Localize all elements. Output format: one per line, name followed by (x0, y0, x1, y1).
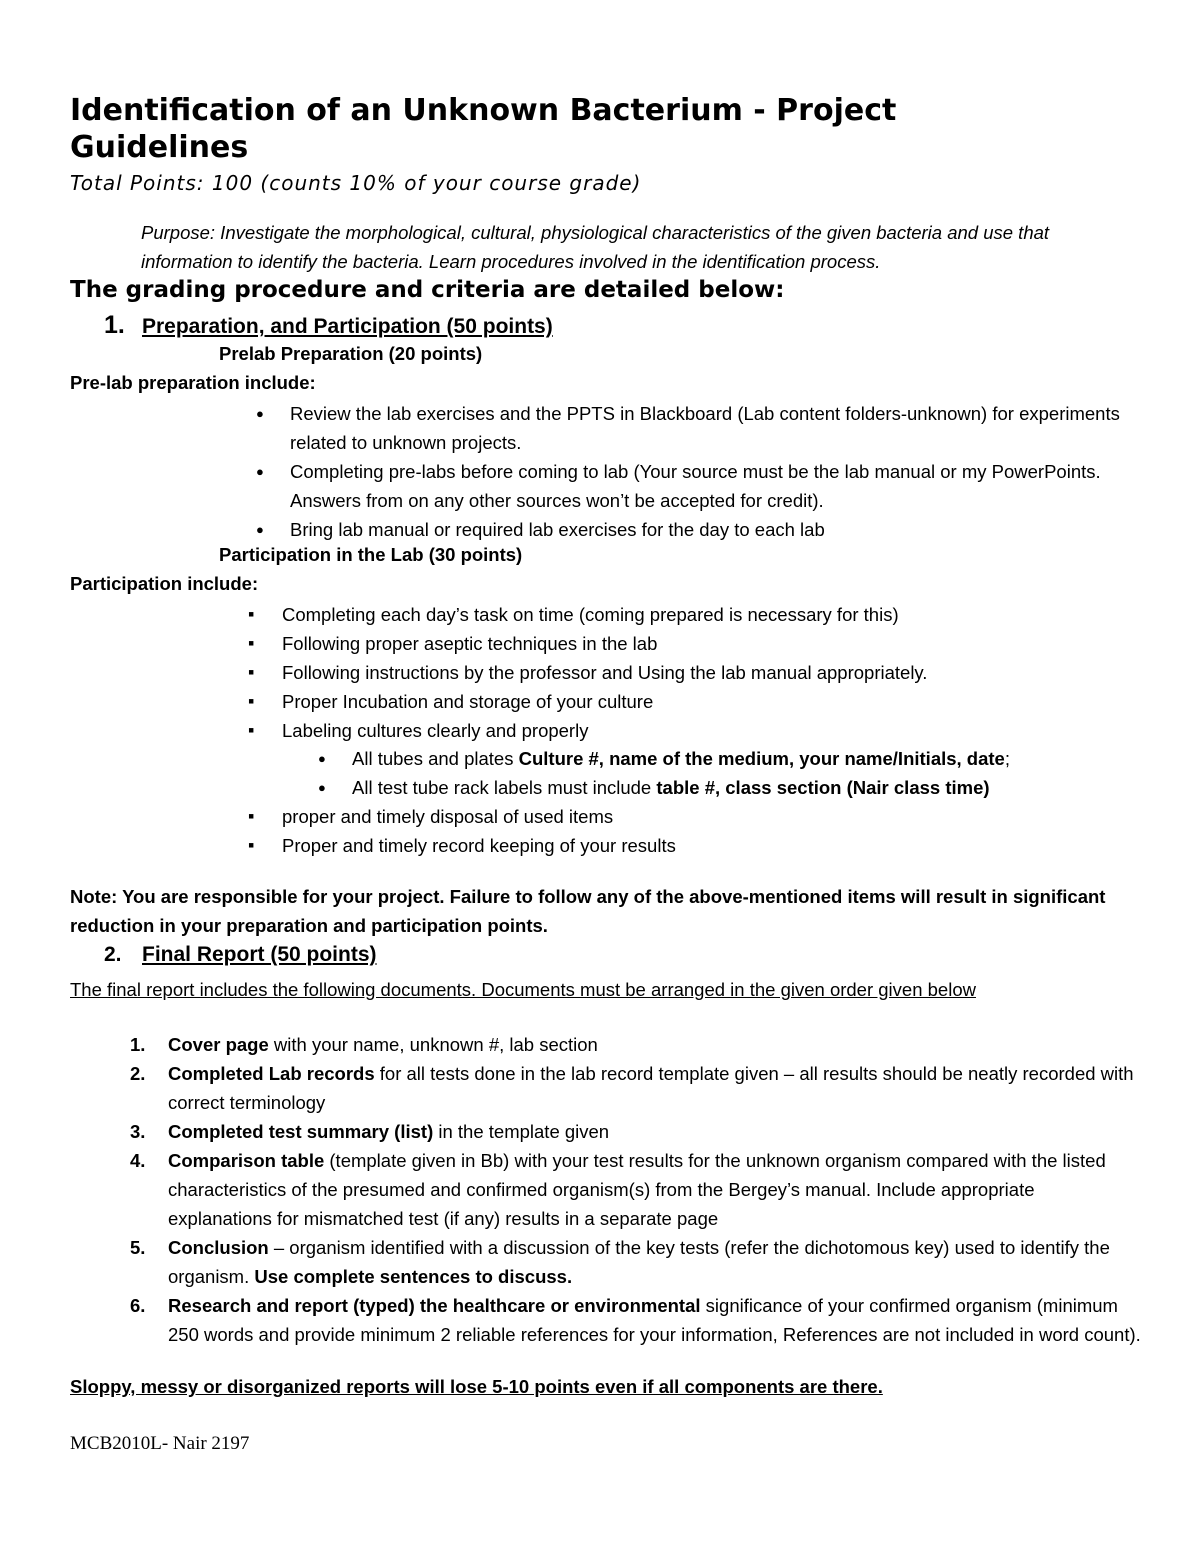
prelab-list (290, 399, 1140, 544)
participation-lead: Participation include: (70, 573, 259, 594)
document-subtitle: Total Points: 100 (counts 10% of your course grade) (70, 171, 642, 195)
document-title: Identification of an Unknown Bacterium - Project Guidelines (70, 93, 897, 165)
purpose-statement: Purpose: Investigate the morphological, cultural, physiological characteristics of the given bacteria and use that information to identify the bacteria. Learn procedures involved in the identification process. (141, 222, 1050, 272)
list-item: ● Review the lab exercises and the PPTS in Blackboard (Lab content folders-unknown) for experiments related to unknown projects. (290, 399, 1140, 457)
responsibility-note: Note: You are responsible for your project. Failure to follow any of the above-mentioned items will result in significant reduction in your preparation and participation points. (70, 886, 1106, 936)
section-1-number: 1. (104, 311, 125, 339)
list-item: ● Bring lab manual or required lab exercises for the day to each lab (290, 515, 1140, 544)
list-item: 2. Completed Lab records for all tests done in the lab record template given – all results should be neatly recorded with correct terminology (130, 1063, 1134, 1113)
sloppy-report-warning: Sloppy, messy or disorganized reports will lose 5-10 points even if all components are there. (70, 1376, 883, 1397)
list-item: ● All tubes and plates Culture #, name of the medium, your name/Initials, date; (352, 744, 1142, 773)
list-item: ● All test tube rack labels must include table #, class section (Nair class time) (352, 773, 1142, 802)
page-footer: MCB2010L- Nair 2197 (70, 1433, 250, 1454)
section-1-label: Preparation, and Participation (50 points) (142, 315, 553, 338)
list-item: ▪ Proper Incubation and storage of your culture (282, 687, 1142, 716)
labeling-sublist (352, 744, 1142, 802)
list-item: 5. Conclusion – organism identified with a discussion of the key tests (refer the dichotomous key) used to identify the organism. Use complete sentences to discuss. (130, 1237, 1110, 1287)
section-2-number: 2. (104, 943, 122, 966)
list-item: ▪ Following proper aseptic techniques in the lab (282, 629, 1142, 658)
section-2-heading (104, 943, 377, 967)
participation-list (282, 600, 1142, 745)
list-item: ▪ Completing each day’s task on time (coming prepared is necessary for this) (282, 600, 1142, 629)
list-item: ▪ Proper and timely record keeping of your results (282, 831, 1142, 860)
final-report-list (130, 1030, 1143, 1349)
list-item: ▪ Labeling cultures clearly and properly (282, 716, 1142, 745)
list-item: ● Completing pre-labs before coming to lab (Your source must be the lab manual or my PowerPoints. Answers from on any other sources won’t be accepted for credit). (290, 457, 1140, 515)
final-report-intro: The final report includes the following documents. Documents must be arranged in the given order given below (70, 979, 976, 1000)
list-item: ▪ proper and timely disposal of used items (282, 802, 1142, 831)
participation-list-continued (282, 802, 1142, 860)
list-item: 1. Cover page with your name, unknown #, lab section (130, 1034, 598, 1055)
list-item: ▪ Following instructions by the professor and Using the lab manual appropriately. (282, 658, 1142, 687)
section-1-heading (104, 311, 553, 340)
prelab-heading: Prelab Preparation (20 points) (219, 343, 483, 364)
grading-heading: The grading procedure and criteria are detailed below: (70, 277, 785, 303)
list-item: 3. Completed test summary (list) in the template given (130, 1121, 610, 1142)
section-2-label: Final Report (50 points) (142, 943, 377, 966)
participation-heading: Participation in the Lab (30 points) (219, 544, 523, 565)
list-item: 4. Comparison table (template given in Bb) with your test results for the unknown organism compared with the listed characteristics of the presumed and confirmed organism(s) from the Bergey’s manual. Include appropriate explanations for mismatched test (if any) results in a separate page (130, 1150, 1106, 1229)
prelab-lead: Pre-lab preparation include: (70, 372, 316, 393)
list-item: 6. Research and report (typed) the healthcare or environmental significance of your confirmed organism (minimum 250 words and provide minimum 2 reliable references for your information, References are not included in word count). (130, 1295, 1141, 1345)
